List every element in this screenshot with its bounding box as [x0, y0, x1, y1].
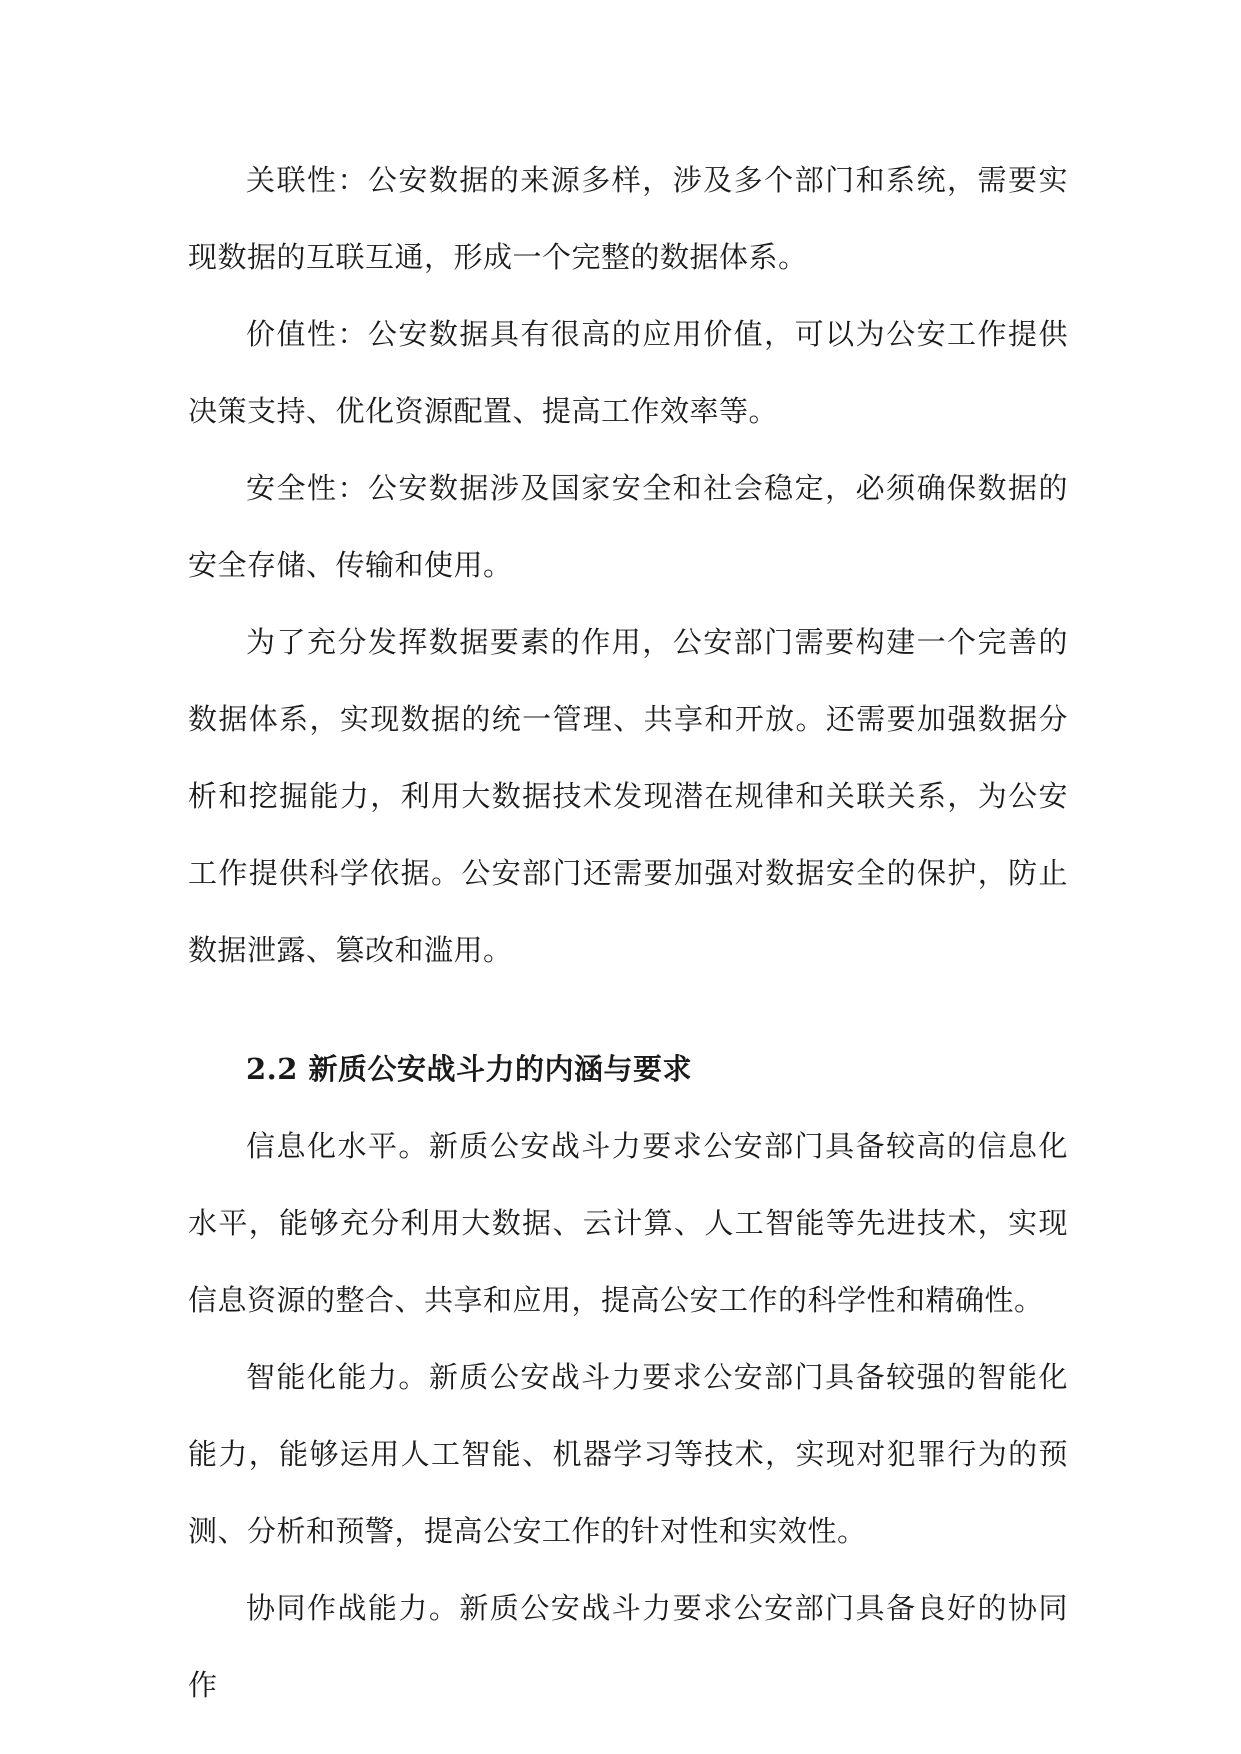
paragraph-relevance: 关联性：公安数据的来源多样，涉及多个部门和系统，需要实现数据的互联互通，形成一个完整的数据体系。	[188, 163, 1068, 274]
document-page	[188, 142, 1068, 1724]
paragraph-intelligence: 智能化能力。新质公安战斗力要求公安部门具备较强的智能化能力，能够运用人工智能、机器学习等技术，实现对犯罪行为的预测、分析和预警，提高公安工作的针对性和实效性。	[188, 1360, 1068, 1548]
paragraph-coordination: 协同作战能力。新质公安战斗力要求公安部门具备良好的协同作	[188, 1591, 1068, 1702]
paragraph-data-system: 为了充分发挥数据要素的作用，公安部门需要构建一个完善的数据体系，实现数据的统一管理、共享和开放。还需要加强数据分析和挖掘能力，利用大数据技术发现潜在规律和关联关系，为公安工作提供科学依据。公安部门还需要加强对数据安全的保护，防止数据泄露、篡改和滥用。	[188, 625, 1068, 967]
paragraph-security: 安全性：公安数据涉及国家安全和社会稳定，必须确保数据的安全存储、传输和使用。	[188, 471, 1068, 582]
paragraph-value: 价值性：公安数据具有很高的应用价值，可以为公安工作提供决策支持、优化资源配置、提高工作效率等。	[188, 317, 1068, 428]
paragraph-informatization: 信息化水平。新质公安战斗力要求公安部门具备较高的信息化水平，能够充分利用大数据、云计算、人工智能等先进技术，实现信息资源的整合、共享和应用，提高公安工作的科学性和精确性。	[188, 1129, 1068, 1317]
section-heading: 2.2 新质公安战斗力的内涵与要求	[246, 1052, 693, 1086]
